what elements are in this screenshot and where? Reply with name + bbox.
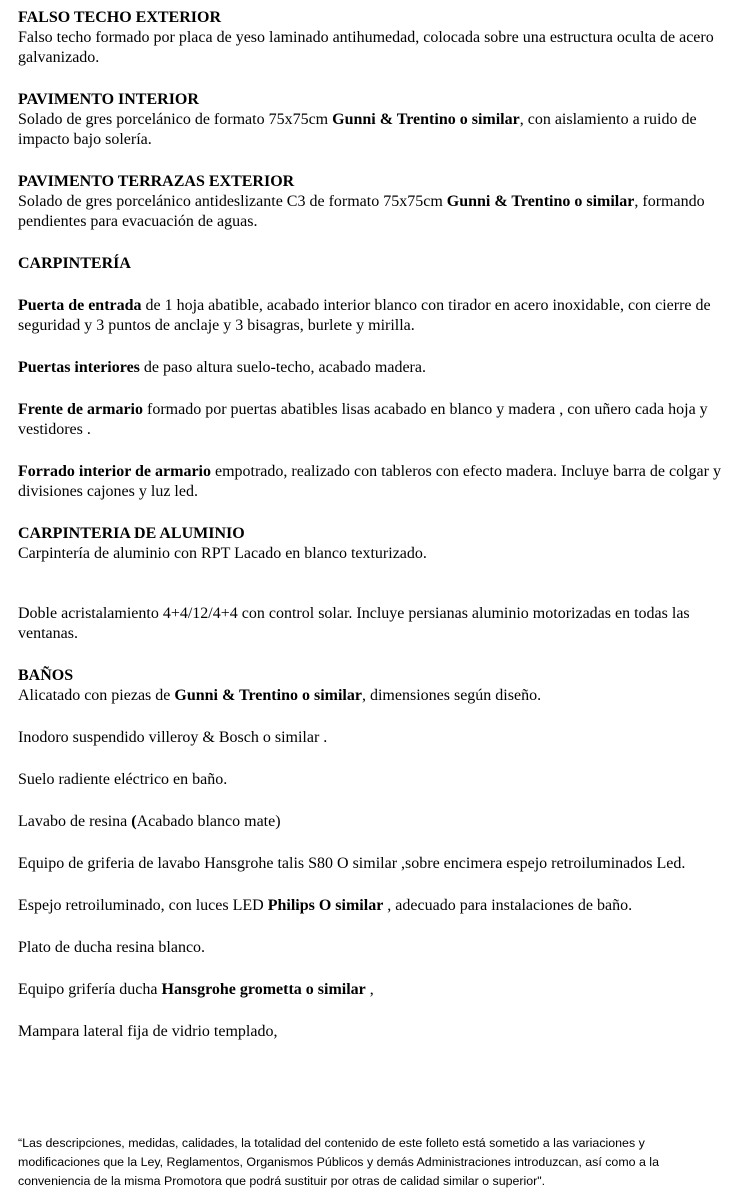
text: Solado de gres porcelánico de formato 75x75cm bbox=[18, 111, 333, 128]
brand-name: Gunni & Trentino o similar bbox=[446, 193, 635, 210]
section-banos bbox=[18, 666, 733, 1042]
section-title: CARPINTERÍA bbox=[18, 255, 131, 272]
text: de 1 hoja abatible, acabado interior blanco con tirador en acero inoxidable, con cierre de seguridad y 3 puntos de anclaje y 3 bisagras, burlete y mirilla. bbox=[18, 297, 711, 334]
text: , bbox=[365, 981, 374, 998]
text: ( bbox=[131, 813, 137, 830]
paragraph-espejo bbox=[18, 896, 733, 916]
brand-name: Philips O similar bbox=[267, 897, 384, 914]
paragraph-plato: Plato de ducha resina blanco. bbox=[18, 939, 206, 956]
section-title: BAÑOS bbox=[18, 667, 74, 684]
text: , con aislamiento a ruido de impacto bajo solería. bbox=[18, 111, 697, 148]
paragraph-inodoro: Inodoro suspendido villeroy & Bosch o similar . bbox=[18, 729, 328, 746]
text: , dimensiones según diseño. bbox=[361, 687, 542, 704]
paragraph-acristalamiento: Doble acristalamiento 4+4/12/4+4 con control solar. Incluye persianas aluminio motorizadas en todas las ventanas. bbox=[18, 605, 690, 642]
paragraph: Carpintería de aluminio con RPT Lacado en blanco texturizado. bbox=[18, 545, 427, 562]
paragraph-frente-armario bbox=[18, 400, 733, 440]
item-name: Forrado interior de armario bbox=[18, 463, 211, 480]
paragraph-puertas-interiores bbox=[18, 358, 733, 378]
text: Solado de gres porcelánico antideslizante C3 de formato 75x75cm bbox=[18, 193, 447, 210]
text: de paso altura suelo-techo, acabado madera. bbox=[139, 359, 426, 376]
paragraph-mampara: Mampara lateral fija de vidrio templado, bbox=[18, 1023, 278, 1040]
text: , formando pendientes para evacuación de aguas. bbox=[18, 193, 705, 230]
text: Equipo grifería ducha bbox=[18, 981, 162, 998]
paragraph-griferia-lavabo: Equipo de griferia de lavabo Hansgrohe talis S80 O similar ,sobre encimera espejo retroiluminados Led. bbox=[18, 855, 686, 872]
paragraph-alicatado bbox=[18, 686, 733, 706]
text: Acabado blanco mate) bbox=[136, 813, 281, 830]
text: formado por puertas abatibles lisas acabado en blanco y madera , con uñero cada hoja y vestidores . bbox=[18, 401, 708, 438]
section-title: PAVIMENTO INTERIOR bbox=[18, 91, 199, 108]
item-name: Puerta de entrada bbox=[18, 297, 142, 314]
text: Alicatado con piezas de bbox=[18, 687, 175, 704]
section-title: PAVIMENTO TERRAZAS EXTERIOR bbox=[18, 173, 295, 190]
text: empotrado, realizado con tableros con efecto madera. Incluye barra de colgar y divisiones cajones y luz led. bbox=[18, 463, 721, 500]
section-pavimento-interior bbox=[18, 90, 733, 150]
section-falso-techo bbox=[18, 8, 733, 68]
brand-name: Gunni & Trentino o similar bbox=[332, 111, 520, 128]
brand-name: Gunni & Trentino o similar bbox=[174, 687, 362, 704]
section-title: FALSO TECHO EXTERIOR bbox=[18, 9, 222, 26]
text: Espejo retroiluminado, con luces LED bbox=[18, 897, 268, 914]
paragraph bbox=[18, 110, 733, 150]
section-carpinteria-aluminio bbox=[18, 524, 733, 644]
paragraph-lavabo bbox=[18, 812, 733, 832]
paragraph-puerta-entrada bbox=[18, 296, 733, 336]
item-name: Puertas interiores bbox=[18, 359, 140, 376]
item-name: Frente de armario bbox=[18, 401, 143, 418]
section-carpinteria bbox=[18, 254, 733, 502]
paragraph-griferia-ducha bbox=[18, 980, 733, 1000]
section-title: CARPINTERIA DE ALUMINIO bbox=[18, 525, 245, 542]
disclaimer: “Las descripciones, medidas, calidades, la totalidad del contenido de este folleto está sometido a las variaciones y modificaciones que la Ley, Reglamentos, Organismos Públicos y demás Administraciones introduzcan, así como a la conveniencia de la misma Promotora que podrá sustituir por otras de calidad similar o superior". bbox=[18, 1136, 659, 1189]
paragraph: Falso techo formado por placa de yeso laminado antihumedad, colocada sobre una estructura oculta de acero galvanizado. bbox=[18, 29, 714, 66]
paragraph-suelo: Suelo radiente eléctrico en baño. bbox=[18, 771, 228, 788]
text: , adecuado para instalaciones de baño. bbox=[383, 897, 633, 914]
specs-document bbox=[18, 8, 733, 1042]
paragraph-forrado-armario bbox=[18, 462, 733, 502]
paragraph bbox=[18, 192, 733, 232]
section-pavimento-terrazas bbox=[18, 172, 733, 232]
text: Lavabo de resina bbox=[18, 813, 132, 830]
brand-name: Hansgrohe grometta o similar bbox=[161, 981, 366, 998]
